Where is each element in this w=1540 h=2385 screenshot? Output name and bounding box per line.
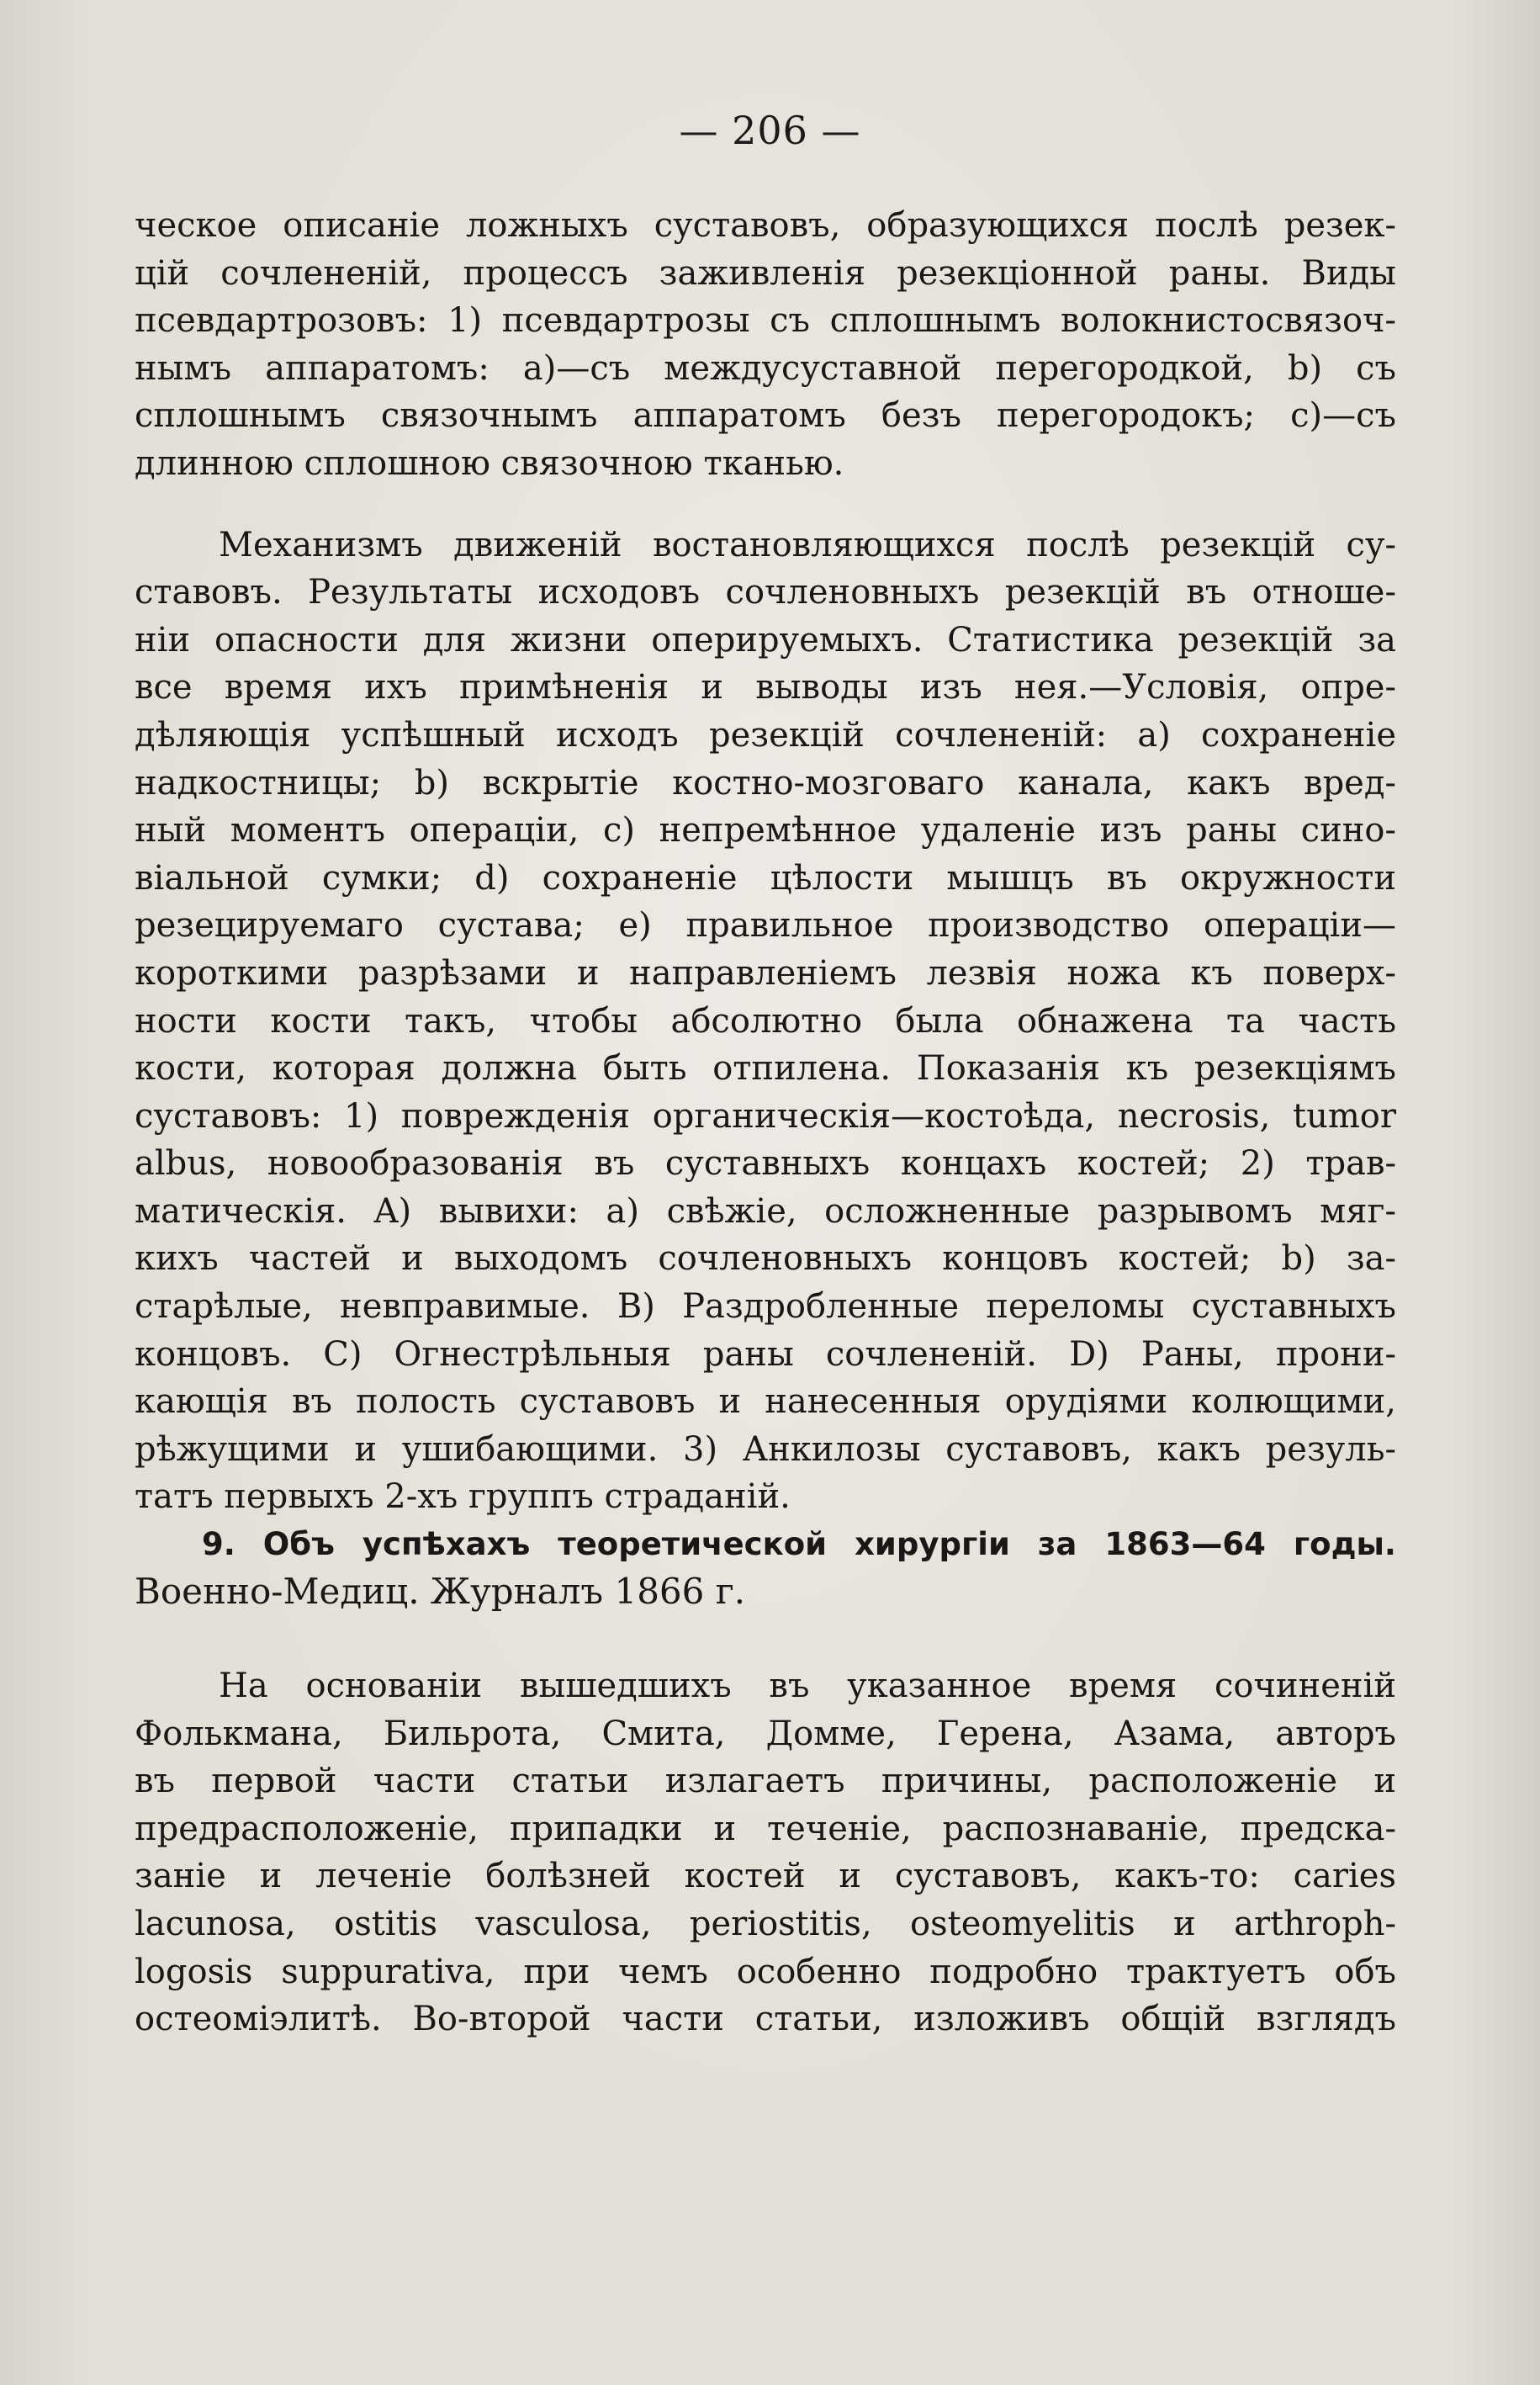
- text-line: псевдартрозовъ: 1) псевдартрозы съ сплошнымъ волокнистосвязоч-: [135, 301, 1396, 341]
- text-line: дѣляющія успѣшный исходъ резекцій сочлененій: a) сохраненіе: [135, 715, 1396, 755]
- text-line: матическія. A) вывихи: a) свѣжіе, осложненные разрывомъ мяг-: [135, 1191, 1396, 1231]
- text-line: кающія въ полость суставовъ и нанесенныя орудіями колющими,: [135, 1382, 1396, 1422]
- text-line: albus, новообразованія въ суставныхъ концахъ костей; 2) трав-: [135, 1144, 1396, 1184]
- text-line: ности кости такъ, чтобы абсолютно была обнажена та часть: [135, 1001, 1396, 1041]
- text-line: ставовъ. Результаты исходовъ сочленовныхъ резекцій въ отноше-: [135, 573, 1396, 612]
- text-line: кихъ частей и выходомъ сочленовныхъ концовъ костей; b) за-: [135, 1239, 1396, 1279]
- text-line: сплошнымъ связочнымъ аппаратомъ безъ перегородокъ; c)—съ: [135, 396, 1396, 436]
- text-line: предрасположеніе, припадки и теченіе, распознаваніе, предска-: [135, 1809, 1396, 1848]
- page-number: — 206 —: [679, 108, 861, 153]
- text-line: lacunosa, ostitis vasculosa, periostitis, osteomyelitis и arthroph-: [135, 1905, 1396, 1943]
- text-line: нымъ аппаратомъ: а)—съ междусуставной перегородкой, b) съ: [135, 348, 1396, 388]
- text-line: остеоміэлитѣ. Во-второй части статьи, изложивъ общій взглядъ: [135, 2000, 1396, 2039]
- text-line: надкостницы; b) вскрытіе костно-мозговаго канала, какъ вред-: [135, 763, 1396, 803]
- text-line: суставовъ: 1) поврежденія органическія—костоѣда, necrosis, tumor: [135, 1096, 1396, 1136]
- text-line: На основаніи вышедшихъ въ указанное время сочиненій: [219, 1667, 1396, 1706]
- text-line: Механизмъ движеній востановляющихся послѣ резекцій су-: [219, 525, 1396, 564]
- text-line: рѣжущими и ушибающими. 3) Анкилозы суставовъ, какъ резуль-: [135, 1429, 1396, 1469]
- text-line: татъ первыхъ 2-хъ группъ страданій.: [135, 1477, 791, 1517]
- text-line: цій сочлененій, процессъ заживленія резекціонной раны. Виды: [135, 253, 1396, 293]
- text-line: старѣлые, невправимые. B) Раздробленные переломы суставныхъ: [135, 1287, 1396, 1327]
- text-line: короткими разрѣзами и направленіемъ лезвія ножа къ поверх-: [135, 953, 1396, 993]
- text-line: віальной сумки; d) сохраненіе цѣлости мышцъ въ окружности: [135, 858, 1396, 898]
- heading-title: 9. Объ успѣхахъ теоретической хирургіи за 1863—64 годы.: [202, 1526, 1396, 1563]
- text-line: ческое описаніе ложныхъ суставовъ, образующихся послѣ резек-: [135, 206, 1396, 245]
- page-body: [135, 202, 1396, 2043]
- text-line: logosis suppurativa, при чемъ особенно подробно трактуетъ объ: [135, 1952, 1396, 1991]
- section-heading: [135, 1521, 1396, 1615]
- paragraph-resection-mechanism: [135, 522, 1396, 1521]
- text-line: концовъ. C) Огнестрѣльныя раны сочлененій. D) Раны, прони-: [135, 1334, 1396, 1374]
- text-line: резецируемаго сустава; e) правильное производство операціи—: [135, 906, 1396, 946]
- text-line: кости, которая должна быть отпилена. Показанія къ резекціямъ: [135, 1049, 1396, 1089]
- text-line: въ первой части статьи излагаетъ причины, расположеніе и: [135, 1762, 1396, 1801]
- text-line: ный моментъ операціи, c) непремѣнное удаленіе изъ раны сино-: [135, 811, 1396, 851]
- heading-source: Военно-Медиц. Журналъ 1866 г.: [135, 1571, 746, 1613]
- paragraph-pseudarthrosis: [135, 202, 1396, 488]
- text-line: длинною сплошною связочною тканью.: [135, 443, 844, 483]
- paragraph-bone-diseases: [135, 1662, 1396, 2043]
- text-line: ніи опасности для жизни оперируемыхъ. Статистика резекцій за: [135, 620, 1396, 660]
- text-line: Фолькмана, Бильрота, Смита, Домме, Герена, Азама, авторъ: [135, 1714, 1396, 1753]
- text-line: все время ихъ примѣненія и выводы изъ нея.—Условія, опре-: [135, 668, 1396, 708]
- text-line: заніе и леченіе болѣзней костей и суставовъ, какъ-то: caries: [135, 1857, 1396, 1896]
